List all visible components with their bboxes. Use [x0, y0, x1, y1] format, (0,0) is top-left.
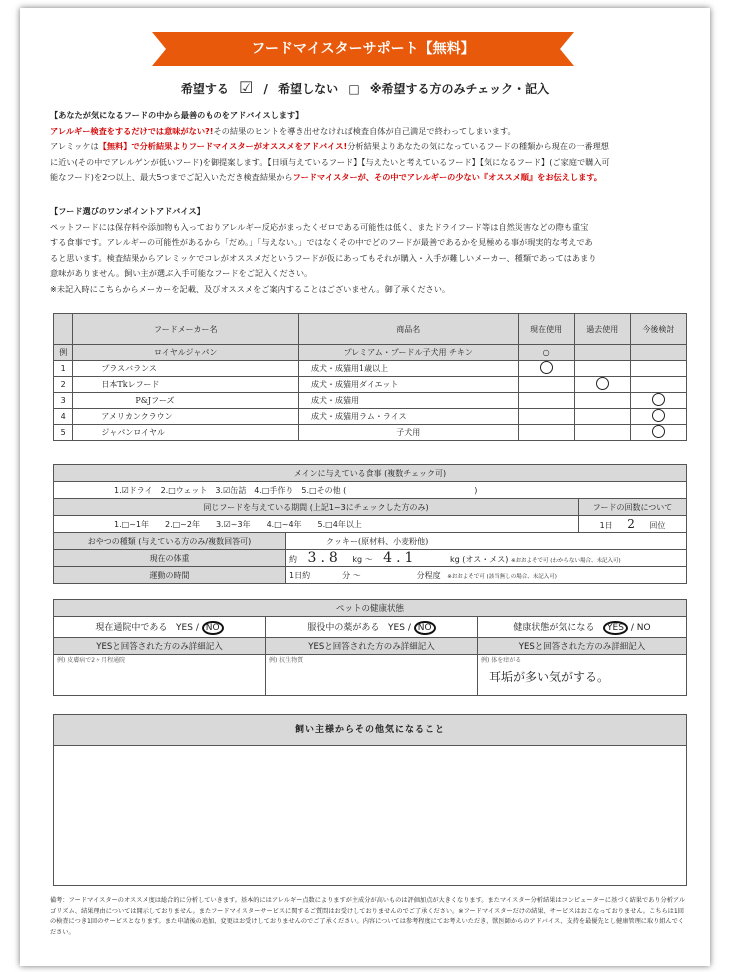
- maker-field[interactable]: P&Jフーズ: [73, 393, 299, 409]
- past-use-cell[interactable]: [574, 377, 630, 393]
- main-food-options[interactable]: 1.☑ドライ 2.□ウェット 3.☑缶詰 4.□手作り 5.□その他 ( ): [54, 482, 687, 499]
- maker-field[interactable]: 日本Tkレフード: [73, 377, 299, 393]
- onepoint-section: 【フード選びのワンポイントアドバイス】 ペットフードには保存料や添加物も入っておりアレルギー反応がまったくゼロである可能性は低く、またドライフード等は自然災害などの際も重宝 する食事です。アレルギーの可能性があるから「だめ。」「与えない。」ではなくその中でどのフードが最善であるかを見極める事が現実的な考えであ ると思います。検査結果からアレミッケでコレがオススメだというフードが仮にあってもそれが購入・入手が難しいメーカー、種類であってはあまり 意味がありません。飼い主が選ぶ入手可能なフードをご記入ください。 ※未記入時にこちらからメーカーを記載、及びオススメをご案内することはございません。御了承ください。: [50, 204, 690, 298]
- table-row: 5 ジャパンロイヤル 子犬用: [54, 425, 687, 441]
- wish-want: 希望する: [180, 82, 229, 96]
- detail-field-1[interactable]: 例) 皮膚病で2ヶ月程通院: [54, 655, 266, 696]
- diet-table: [53, 464, 687, 584]
- times-value: 2: [627, 517, 635, 531]
- advice-section: 【あなたが気になるフードの中から最善のものをアドバイスします】 アレルギー検査をするだけでは意味がない?!その結果のヒントを導き出せなければ検査自体が自己満足で終わってしまいます。 アレミッケは【無料】で分析結果よりフードマイスターがオススメをアドバイス!分析結果よりあなたの気になっているフードの種類から現在の一番理想 に近い(その中でアレルゲンが低いフード)を御提案します。【日頃与えているフード】【与えたいと考えているフード】【気になるフード】(ご家庭で購入可 能なフード)を2つ以上、最大5つまでご記入いただき検査結果からフードマイスターが、その中でアレルギーの少ない『オススメ順』をお伝えします。: [50, 108, 690, 186]
- maker-field[interactable]: ジャパンロイヤル: [73, 425, 299, 441]
- health-answer-yes: YES: [603, 621, 628, 635]
- current-use-cell[interactable]: [518, 361, 574, 377]
- health-table: [53, 599, 687, 696]
- exercise-label: 運動の時間: [54, 567, 286, 584]
- times-field[interactable]: 1日 2 回位: [579, 516, 687, 533]
- future-use-cell[interactable]: [630, 377, 686, 393]
- exercise-field[interactable]: 1日約 分 ～ 分程度 ※おおよそで可 (該当無しの場合、未記入可): [286, 567, 687, 584]
- detail-field-3[interactable]: 例) 体を痒がる 耳垢が多い気がする。: [478, 655, 687, 696]
- circle-mark: [652, 393, 665, 406]
- table-row: 2 日本Tkレフード 成犬・成猫用ダイエット: [54, 377, 687, 393]
- footer-note: 備考：フードマイスターのオススメ度は総合的に分析していきます。基本的にはアレルギー点数によりますが主成分が高いものは評価加点が大きくなります。またマイスター分析結果はコンピューターに基づく結果であり分析アルゴリズム、結果理由については開示しておりません。またフードマイスターサービスに関するご質問はお受けしておりませんのでご了承ください。※フードマイスターだけの結果、サービスはおこなっておりません。こちらは1回の検査につき1回のサービスとなります。また申請後の追加、変更はお受けしておりませんのでご了承ください。内容については参考程度にてお考えいただき、獣医師からのアドバイス、支持を最優先とし健康管理に取り組んでください。: [50, 897, 686, 936]
- medicine-answer-no: NO: [414, 621, 436, 635]
- visit-answer-no: NO: [202, 621, 224, 635]
- past-use-cell[interactable]: [574, 361, 630, 377]
- visit-question[interactable]: 現在通院中である YES / NO: [54, 617, 266, 638]
- wish-not-want: 希望しない: [278, 82, 339, 96]
- maker-field[interactable]: アメリカンクラウン: [73, 409, 299, 425]
- weight-to: 4.1: [383, 550, 418, 566]
- snack-field[interactable]: クッキー(原材料、小麦粉他): [286, 533, 687, 550]
- past-use-cell[interactable]: [574, 409, 630, 425]
- weight-from: 3.8: [307, 550, 342, 566]
- product-field[interactable]: 子犬用: [299, 425, 519, 441]
- not-want-checkbox[interactable]: □: [348, 82, 360, 96]
- product-field[interactable]: 成犬・成猫用: [299, 393, 519, 409]
- food-table-header: フードメーカー名 商品名 現在使用 過去使用 今後検討: [54, 314, 687, 345]
- advice-heading: 【あなたが気になるフードの中から最善のものをアドバイスします】: [50, 110, 304, 120]
- circle-mark: [652, 409, 665, 422]
- food-table-example: 例 ロイヤルジャパン プレミアム・プードル子犬用 チキン ○: [54, 345, 687, 361]
- current-use-cell[interactable]: [518, 409, 574, 425]
- medicine-question[interactable]: 服役中の薬がある YES / NO: [266, 617, 478, 638]
- product-field[interactable]: 成犬・成猫用1歳以上: [299, 361, 519, 377]
- health-header: ペットの健康状態: [54, 600, 687, 617]
- detail-field-2[interactable]: 例) 抗生物質: [266, 655, 478, 696]
- food-table: [53, 313, 687, 441]
- want-checkbox[interactable]: ☑: [239, 78, 254, 97]
- page-title: フードマイスターサポート【無料】: [251, 41, 475, 57]
- future-use-cell[interactable]: [630, 425, 686, 441]
- health-question[interactable]: 健康状態が気になる YES / NO: [478, 617, 687, 638]
- detail-label-1: YESと回答された方のみ詳細記入: [54, 638, 266, 655]
- product-field[interactable]: 成犬・成猫用ラム・ライス: [299, 409, 519, 425]
- detail-label-3: YESと回答された方のみ詳細記入: [478, 638, 687, 655]
- form-page: [20, 8, 710, 966]
- future-use-cell[interactable]: [630, 361, 686, 377]
- health-detail-answer: 耳垢が多い気がする。: [489, 670, 610, 684]
- past-use-cell[interactable]: [574, 425, 630, 441]
- weight-label: 現在の体重: [54, 550, 286, 567]
- main-food-header: メインに与えている食事 (複数チェック可): [54, 465, 687, 482]
- table-row: 4 アメリカンクラウン 成犬・成猫用ラム・ライス: [54, 409, 687, 425]
- future-use-cell[interactable]: [630, 393, 686, 409]
- period-header: 同じフードを与えている期間 (上記1~3にチェックした方のみ): [54, 499, 579, 516]
- table-row: 3 P&Jフーズ 成犬・成猫用: [54, 393, 687, 409]
- current-use-cell[interactable]: [518, 393, 574, 409]
- current-use-cell[interactable]: [518, 377, 574, 393]
- wish-line: 希望する ☑ / 希望しない □ ※希望する方のみチェック・記入: [180, 78, 550, 97]
- future-use-cell[interactable]: [630, 409, 686, 425]
- maker-field[interactable]: プラスバランス: [73, 361, 299, 377]
- circle-mark: [540, 361, 553, 374]
- other-concerns-header: 飼い主様からその他気になること: [54, 715, 686, 746]
- past-use-cell[interactable]: [574, 393, 630, 409]
- detail-label-2: YESと回答された方のみ詳細記入: [266, 638, 478, 655]
- snack-label: おやつの種類 (与えている方のみ/複数回答可): [54, 533, 286, 550]
- weight-field[interactable]: 約 3.8 kg ～ 4.1 kg (オス・メス) ※おおよそで可 (わからない場合、未記入可): [286, 550, 687, 567]
- times-header: フードの回数について: [579, 499, 687, 516]
- period-options[interactable]: 1.□~1年 2.□~2年 3.☑~3年 4.□~4年 5.□4年以上: [54, 516, 579, 533]
- current-use-cell[interactable]: [518, 425, 574, 441]
- onepoint-heading: 【フード選びのワンポイントアドバイス】: [50, 206, 205, 216]
- circle-mark: [652, 425, 665, 438]
- table-row: 1 プラスバランス 成犬・成猫用1歳以上: [54, 361, 687, 377]
- other-concerns-box[interactable]: [53, 714, 687, 886]
- product-field[interactable]: 成犬・成猫用ダイエット: [299, 377, 519, 393]
- wish-note: ※希望する方のみチェック・記入: [369, 82, 550, 96]
- circle-mark: [596, 377, 609, 390]
